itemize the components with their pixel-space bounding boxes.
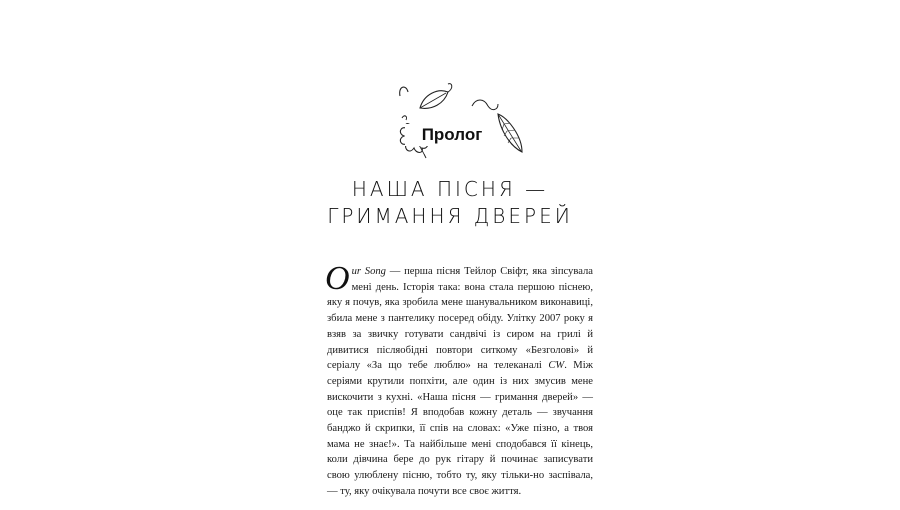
body-paragraph [325, 260, 593, 500]
chapter-title-line1: НАША ПІСНЯ — [351, 177, 549, 201]
drop-cap: O [325, 260, 350, 297]
chapter-label: Пролог [405, 124, 499, 146]
chapter-title [300, 176, 600, 230]
channel-name-italic: CW [548, 360, 565, 372]
body-text-part2: . Між серіями крутили попхіти, але один із них змусив мене вискочити з кухні. «Наша пісня — гримання дверей» — оце так приспів! Я вподобав кожну деталь — звучання банджо й скрипки, її спів на словах: «Уже пізно, а твоя мама не знає!». Та найбільше мені сподобався її кінець, коли дівчина бере до рук гітару й починає записувати свою улюблену пісню, тобто ту, яку тільки-но заспівала, — ту, яку очікувала почути все своє життя. [327, 360, 593, 497]
song-title-italic: ur Song [351, 266, 386, 277]
chapter-title-line2: ГРИМАННЯ ДВЕРЕЙ [327, 204, 573, 228]
body-text-part1: — перша пісня Тейлор Свіфт, яка зіпсувала мені день. Історія така: вона стала першою піснею, яку я почув, яка зробила мене шанувальником виконавиці, збила мене з пантелику посеред обіду. Улітку 2007 року я взяв за звичку готувати сандвічі із сиром на грилі й дивитися післяобідні повтори ситкому «Безголові» й серіалу «За що тебе люблю» на телеканалі [327, 266, 593, 372]
leaves-ornament-icon [380, 78, 530, 168]
